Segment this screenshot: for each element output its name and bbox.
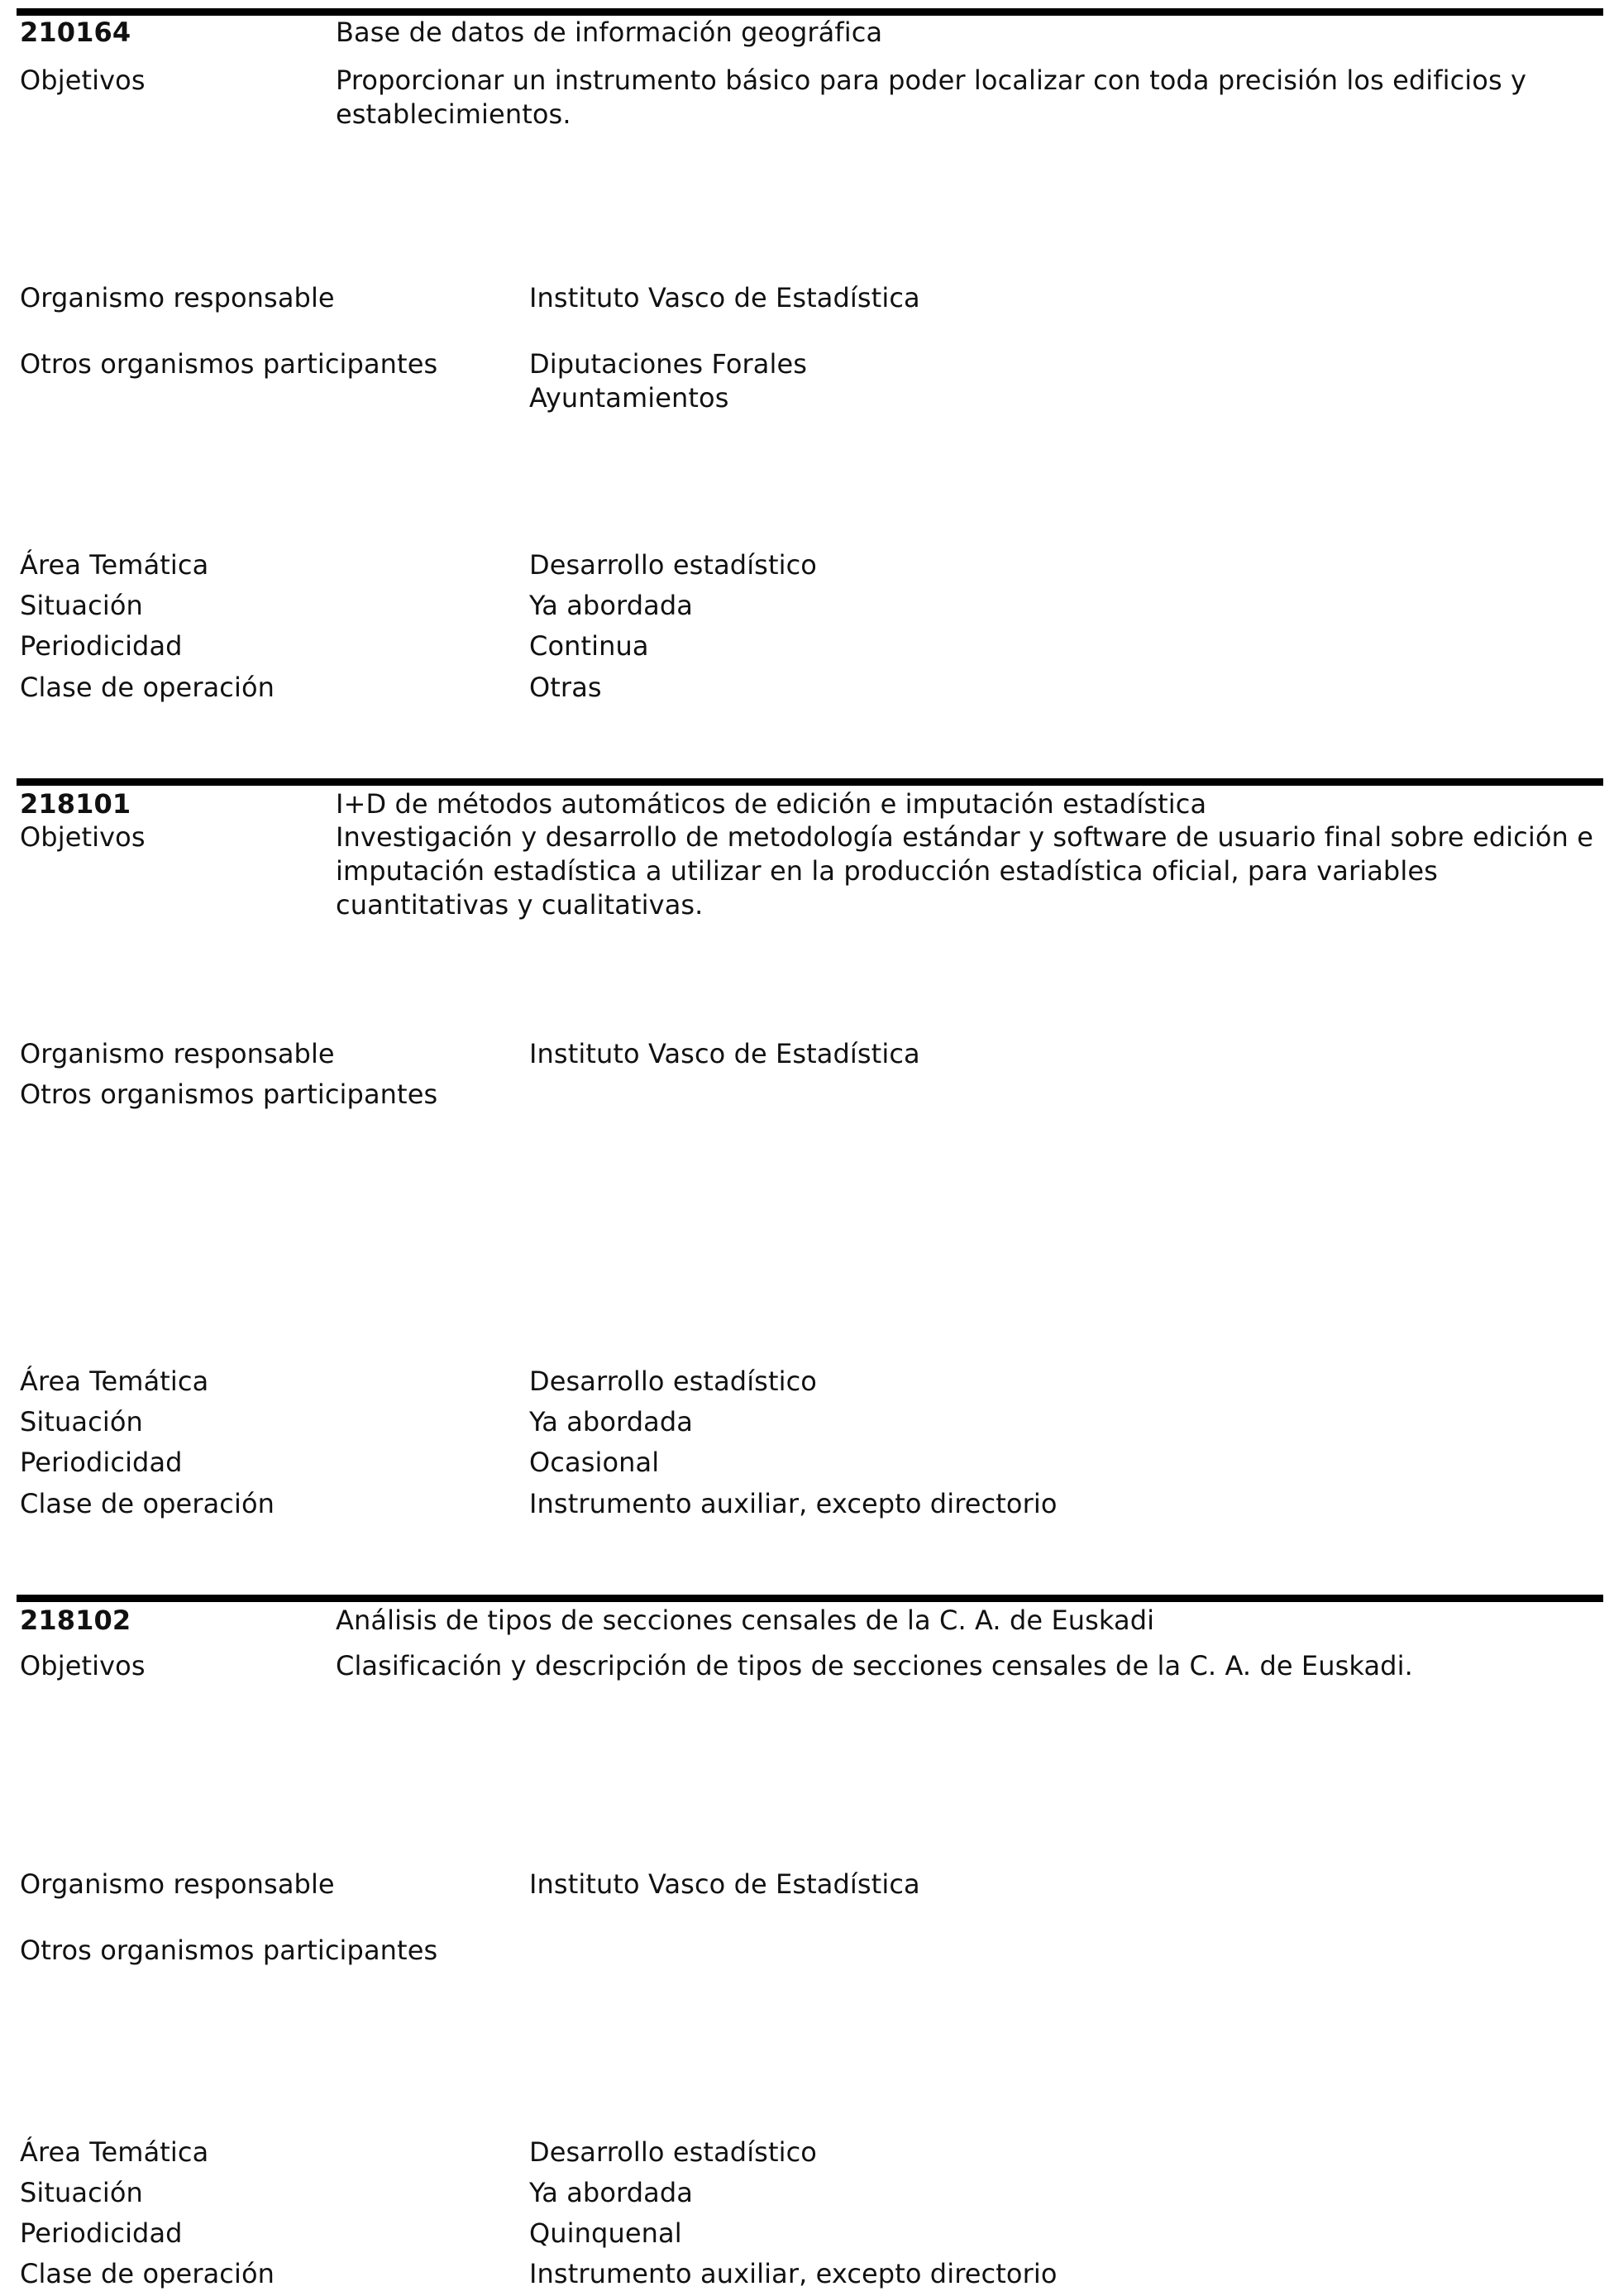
objetivos-label: Objetivos bbox=[20, 65, 146, 96]
situacion-label: Situación bbox=[20, 2177, 143, 2208]
objetivos-text: Clasificación y descripción de tipos de secciones censales de la C. A. de Euskadi. bbox=[336, 1650, 1413, 1681]
clase-label: Clase de operación bbox=[20, 2258, 275, 2289]
area-label: Área Temática bbox=[20, 549, 209, 581]
organismo-label: Organismo responsable bbox=[20, 1868, 335, 1900]
clase-label: Clase de operación bbox=[20, 1488, 275, 1519]
area-label: Área Temática bbox=[20, 1366, 209, 1397]
organismo-label: Organismo responsable bbox=[20, 1038, 335, 1069]
otros-label: Otros organismos participantes bbox=[20, 348, 438, 380]
situacion-value: Ya abordada bbox=[529, 590, 693, 621]
periodicidad-label: Periodicidad bbox=[20, 1447, 183, 1478]
clase-value: Instrumento auxiliar, excepto directorio bbox=[529, 1488, 1058, 1519]
record-code: 218101 bbox=[20, 788, 131, 820]
situacion-value: Ya abordada bbox=[529, 2177, 693, 2208]
area-value: Desarrollo estadístico bbox=[529, 1366, 817, 1397]
record-code: 210164 bbox=[20, 17, 131, 48]
situacion-label: Situación bbox=[20, 1406, 143, 1437]
otros-value: Ayuntamientos bbox=[529, 382, 729, 414]
otros-label: Otros organismos participantes bbox=[20, 1079, 438, 1110]
periodicidad-label: Periodicidad bbox=[20, 630, 183, 662]
record-title: Análisis de tipos de secciones censales de la C. A. de Euskadi bbox=[336, 1605, 1155, 1636]
situacion-label: Situación bbox=[20, 590, 143, 621]
objetivos-label: Objetivos bbox=[20, 1650, 146, 1681]
organismo-label: Organismo responsable bbox=[20, 282, 335, 313]
clase-value: Otras bbox=[529, 672, 602, 703]
objetivos-text: Investigación y desarrollo de metodología estándar y software de usuario final sobre edición e imputación estadística a utilizar en la producción estadística oficial, para variables cuantitativas y cualitativas. bbox=[336, 821, 1593, 921]
otros-value: Diputaciones Forales bbox=[529, 348, 808, 380]
organismo-value: Instituto Vasco de Estadística bbox=[529, 1038, 920, 1069]
clase-value: Instrumento auxiliar, excepto directorio bbox=[529, 2258, 1058, 2289]
area-value: Desarrollo estadístico bbox=[529, 2136, 817, 2168]
organismo-value: Instituto Vasco de Estadística bbox=[529, 282, 920, 313]
area-label: Área Temática bbox=[20, 2136, 209, 2168]
record-divider bbox=[17, 1595, 1603, 1602]
record-title: I+D de métodos automáticos de edición e imputación estadística bbox=[336, 788, 1207, 820]
periodicidad-value: Continua bbox=[529, 630, 649, 662]
objetivos-text: Proporcionar un instrumento básico para poder localizar con toda precisión los edificios y establecimientos. bbox=[336, 65, 1527, 130]
objetivos-label: Objetivos bbox=[20, 821, 146, 853]
record-title: Base de datos de información geográfica bbox=[336, 17, 883, 48]
otros-label: Otros organismos participantes bbox=[20, 1935, 438, 1966]
periodicidad-value: Quinquenal bbox=[529, 2217, 682, 2249]
situacion-value: Ya abordada bbox=[529, 1406, 693, 1437]
record-divider bbox=[17, 778, 1603, 786]
organismo-value: Instituto Vasco de Estadística bbox=[529, 1868, 920, 1900]
area-value: Desarrollo estadístico bbox=[529, 549, 817, 581]
record-divider bbox=[17, 8, 1603, 16]
periodicidad-value: Ocasional bbox=[529, 1447, 660, 1478]
record-code: 218102 bbox=[20, 1605, 131, 1636]
periodicidad-label: Periodicidad bbox=[20, 2217, 183, 2249]
clase-label: Clase de operación bbox=[20, 672, 275, 703]
